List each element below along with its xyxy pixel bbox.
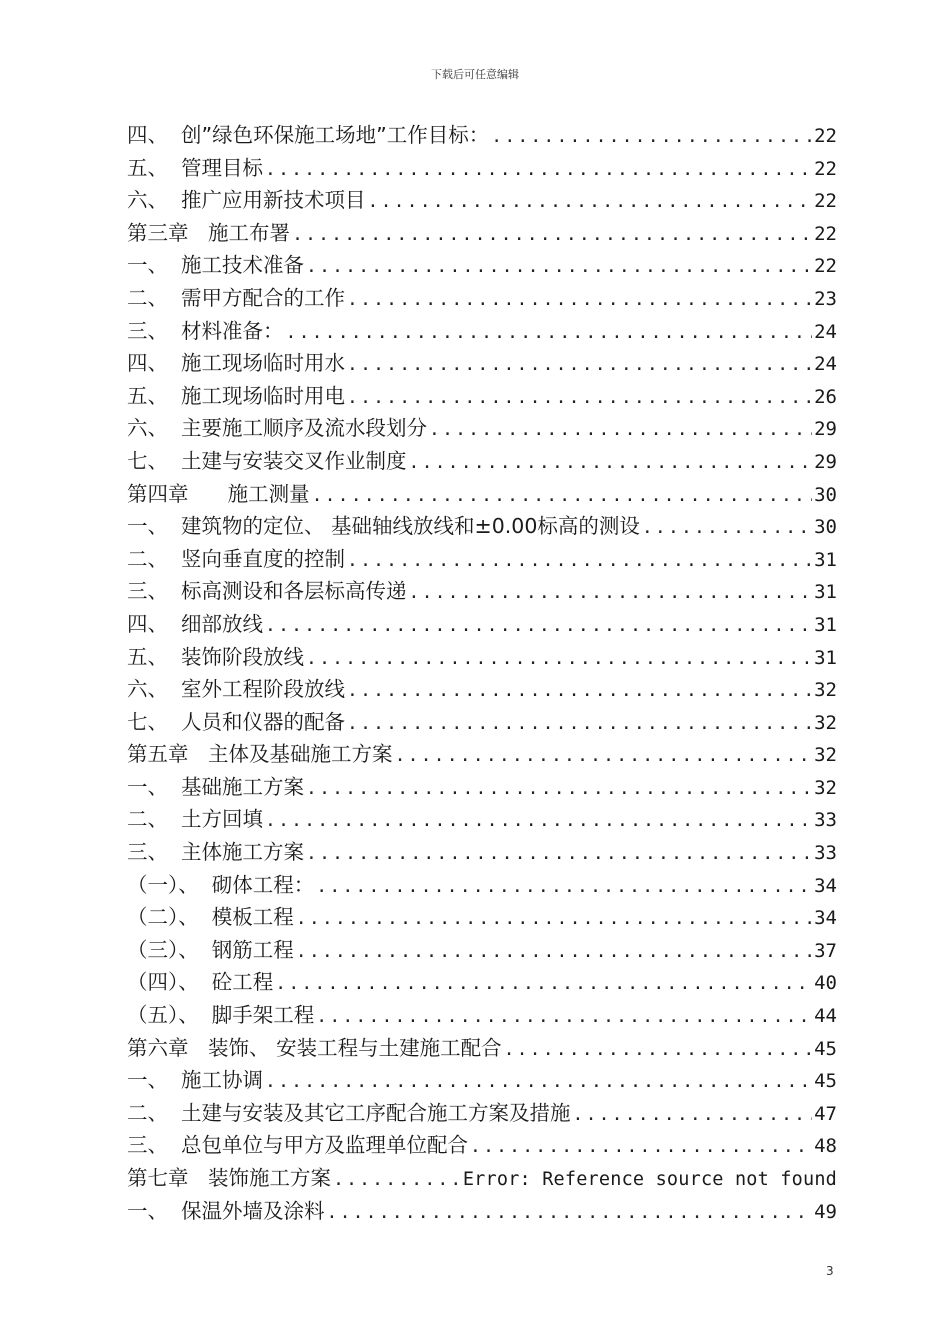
toc-entry-title: 第七章 装饰施工方案: [127, 1166, 332, 1190]
toc-entry-title: （四）、 砼工程: [127, 970, 274, 995]
toc-dot-leader: [573, 1099, 813, 1130]
toc-entry-page: 31: [814, 613, 837, 636]
toc-dot-leader: [491, 121, 812, 152]
table-of-contents: [127, 119, 837, 1227]
toc-dot-leader: [368, 186, 813, 217]
toc-entry-page: 22: [814, 255, 837, 278]
toc-entry-page: 48: [814, 1135, 837, 1158]
toc-dot-leader: [409, 577, 813, 608]
toc-dot-leader: [306, 773, 812, 804]
toc-dot-leader: [470, 1131, 812, 1162]
toc-entry-page: 37: [814, 939, 837, 962]
toc-entry-title: 六、 室外工程阶段放线: [127, 677, 346, 702]
toc-entry-title: （二）、 模板工程: [127, 905, 294, 930]
toc-dot-leader: [265, 154, 812, 185]
toc-entry[interactable]: [127, 771, 837, 804]
toc-entry[interactable]: [127, 282, 837, 315]
toc-entry-page: 49: [814, 1200, 837, 1223]
toc-entry[interactable]: [127, 184, 837, 217]
toc-entry-page: 45: [814, 1070, 837, 1093]
toc-entry-page: 22: [814, 125, 837, 147]
toc-entry-page: 29: [814, 418, 837, 441]
toc-dot-leader: [286, 317, 813, 348]
toc-entry-title: 三、 材料准备：: [127, 318, 284, 343]
toc-dot-leader: [395, 740, 813, 771]
toc-entry[interactable]: [127, 1064, 837, 1097]
toc-entry-title: 二、 需甲方配合的工作: [127, 285, 346, 310]
toc-dot-leader: [296, 936, 812, 967]
toc-dot-leader: [333, 1164, 461, 1195]
toc-entry[interactable]: [127, 119, 837, 152]
toc-entry-title: 六、 推广应用新技术项目: [127, 188, 366, 213]
toc-entry[interactable]: [127, 478, 837, 511]
toc-dot-leader: [347, 675, 812, 706]
toc-entry[interactable]: [127, 836, 837, 869]
toc-entry-page: 32: [814, 744, 837, 767]
toc-entry-title: 第四章 施工测量: [127, 481, 310, 506]
toc-entry[interactable]: [127, 347, 837, 380]
toc-dot-leader: [306, 838, 812, 869]
toc-dot-leader: [347, 284, 812, 315]
toc-entry[interactable]: [127, 1129, 837, 1162]
toc-entry-title: （三）、 钢筋工程: [127, 937, 294, 962]
page-header: 下载后可任意编辑: [431, 68, 519, 81]
toc-dot-leader: [409, 447, 813, 478]
toc-entry-page: 31: [814, 548, 837, 571]
toc-entry-title: 一、 施工技术准备: [127, 253, 305, 278]
toc-dot-leader: [347, 545, 812, 576]
toc-entry-page: 29: [814, 450, 837, 473]
toc-dot-leader: [316, 871, 812, 902]
toc-dot-leader: [429, 414, 812, 445]
toc-entry-title: 第五章 主体及基础施工方案: [127, 742, 393, 767]
toc-entry[interactable]: [127, 608, 837, 641]
toc-entry[interactable]: [127, 803, 837, 836]
toc-dot-leader: [296, 903, 812, 934]
toc-dot-leader: [265, 805, 812, 836]
toc-entry-title: 三、 主体施工方案: [127, 840, 305, 865]
toc-entry-page: 40: [814, 972, 837, 995]
toc-entry[interactable]: [127, 152, 837, 185]
toc-entry-title: （一）、 砌体工程：: [127, 872, 315, 897]
toc-entry-title: 一、 建筑物的定位、 基础轴线放线和±0.00标高的测设: [127, 514, 640, 539]
toc-entry-title: 一、 保温外墙及涂料: [127, 1198, 325, 1223]
toc-entry-title: 六、 主要施工顺序及流水段划分: [127, 416, 428, 441]
toc-dot-leader: [265, 610, 812, 641]
toc-dot-leader: [347, 708, 812, 739]
toc-entry-title: 第三章 施工布署: [127, 220, 291, 245]
toc-entry-title: 七、 土建与安装交叉作业制度: [127, 448, 407, 473]
toc-entry-title: 二、 土建与安装及其它工序配合施工方案及措施: [127, 1100, 571, 1125]
toc-entry-title: 七、 人员和仪器的配备: [127, 709, 346, 734]
toc-entry-page: 30: [814, 483, 837, 506]
toc-entry-title: 二、 土方回填: [127, 807, 264, 832]
toc-entry-page: 24: [814, 320, 837, 343]
toc-entry[interactable]: [127, 217, 837, 250]
toc-dot-leader: [275, 968, 812, 999]
toc-dot-leader: [292, 219, 812, 250]
toc-entry-page: 44: [814, 1005, 837, 1028]
toc-dot-leader: [347, 349, 812, 380]
toc-dot-leader: [347, 382, 812, 413]
toc-entry-page: 32: [814, 679, 837, 702]
toc-entry[interactable]: [127, 1195, 837, 1228]
page-number: 3: [826, 1264, 834, 1278]
toc-entry-title: 五、 装饰阶段放线: [127, 644, 305, 669]
toc-entry-title: 第六章 装饰、 安装工程与土建施工配合: [127, 1035, 502, 1060]
toc-entry-title: 一、 施工协调: [127, 1068, 264, 1093]
toc-entry-page: 31: [814, 646, 837, 669]
toc-entry[interactable]: [127, 1162, 837, 1195]
toc-entry-page: 34: [814, 874, 837, 897]
toc-entry-page: 22: [814, 157, 837, 180]
toc-dot-leader: [306, 251, 812, 282]
toc-entry-page: 22: [814, 190, 837, 213]
toc-dot-leader: [316, 1001, 812, 1032]
toc-entry-page: 26: [814, 385, 837, 408]
toc-entry[interactable]: [127, 1032, 837, 1065]
toc-entry-page: 31: [814, 581, 837, 604]
toc-entry-title: 四、 创”绿色环保施工场地”工作目标：: [127, 123, 490, 147]
toc-entry-title: 三、 标高测设和各层标高传递: [127, 579, 407, 604]
toc-entry-title: 二、 竖向垂直度的控制: [127, 546, 346, 571]
toc-entry[interactable]: [127, 901, 837, 934]
toc-entry[interactable]: [127, 934, 837, 967]
toc-entry-page: 45: [814, 1037, 837, 1060]
toc-entry-page: 47: [814, 1102, 837, 1125]
toc-entry-title: 三、 总包单位与甲方及监理单位配合: [127, 1133, 469, 1158]
toc-dot-leader: [312, 480, 813, 511]
toc-dot-leader: [642, 512, 812, 543]
toc-dot-leader: [327, 1197, 813, 1228]
toc-entry-title: 一、 基础施工方案: [127, 774, 305, 799]
toc-entry-page: 23: [814, 287, 837, 310]
toc-entry-page: 22: [814, 222, 837, 245]
toc-entry-page: 24: [814, 353, 837, 376]
toc-entry[interactable]: [127, 966, 837, 999]
toc-entry[interactable]: [127, 510, 837, 543]
toc-entry-page: 33: [814, 809, 837, 832]
toc-entry-page: Error: Reference source not found: [462, 1169, 837, 1190]
toc-entry-title: 五、 施工现场临时用电: [127, 383, 346, 408]
toc-entry-page: 32: [814, 776, 837, 799]
toc-entry[interactable]: [127, 249, 837, 282]
toc-entry[interactable]: [127, 575, 837, 608]
toc-entry[interactable]: [127, 543, 837, 576]
toc-entry[interactable]: [127, 706, 837, 739]
toc-entry-title: （五）、 脚手架工程: [127, 1003, 315, 1028]
toc-entry[interactable]: [127, 738, 837, 771]
toc-entry[interactable]: [127, 445, 837, 478]
toc-entry-title: 四、 施工现场临时用水: [127, 351, 346, 376]
toc-entry[interactable]: [127, 673, 837, 706]
toc-entry[interactable]: [127, 869, 837, 902]
toc-entry[interactable]: [127, 315, 837, 348]
toc-entry-page: 34: [814, 907, 837, 930]
toc-entry-page: 33: [814, 842, 837, 865]
toc-dot-leader: [306, 643, 812, 674]
toc-entry-title: 四、 细部放线: [127, 611, 264, 636]
toc-entry[interactable]: [127, 999, 837, 1032]
toc-entry-page: 30: [814, 516, 837, 539]
toc-dot-leader: [265, 1066, 812, 1097]
toc-dot-leader: [504, 1034, 813, 1065]
toc-entry[interactable]: [127, 1097, 837, 1130]
toc-entry[interactable]: [127, 641, 837, 674]
toc-entry-page: 32: [814, 711, 837, 734]
toc-entry[interactable]: [127, 412, 837, 445]
toc-entry-title: 五、 管理目标: [127, 155, 264, 180]
toc-entry[interactable]: [127, 380, 837, 413]
